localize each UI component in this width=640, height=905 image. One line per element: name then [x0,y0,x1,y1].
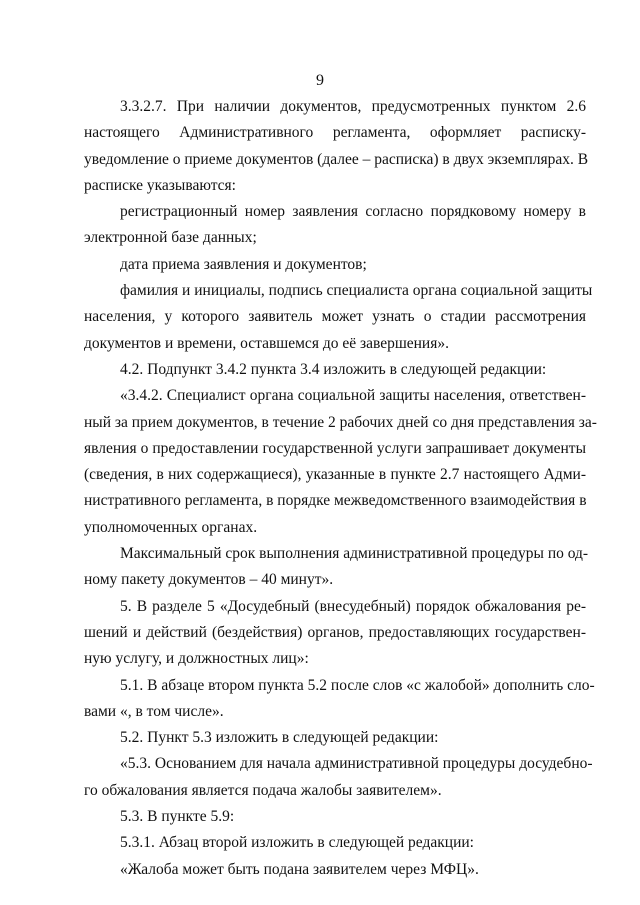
text-line: 3.3.2.7. При наличии документов, предусмотренных пунктом 2.6 [120,98,586,115]
text-line: регистрационный номер заявления согласно порядковому номеру в [120,203,586,221]
text-line: «5.3. Основанием для начала административной процедуры досудебно- [120,755,593,773]
text-line: 4.2. Подпункт 3.4.2 пункта 3.4 изложить в следующей редакции: [120,360,547,378]
text-line: го обжалования является подача жалобы заявителем». [84,781,442,799]
document-body [84,94,597,883]
text-line: населения, у которого заявитель может узнать о стадии рассмотрения [84,308,586,326]
text-line: уведомление о приеме документов (далее – расписка) в двух экземплярах. В [84,150,589,168]
text-line: дата приема заявления и документов; [120,255,367,273]
page-number: 9 [316,72,324,89]
text-line: настоящего Административного регламента, оформляет расписку- [84,124,586,142]
text-line: 5.3.1. Абзац второй изложить в следующей редакции: [120,834,474,852]
text-line: нистративного регламента, в порядке межведомственного взаимодействия в [84,492,587,510]
text-line: «Жалоба может быть подана заявителем через МФЦ». [120,860,479,878]
text-line: электронной базе данных; [84,229,257,247]
text-line: (сведения, в них содержащиеся), указанные в пункте 2.7 настоящего Адми- [84,466,586,484]
text-line: фамилия и инициалы, подпись специалиста органа социальной защиты [120,282,593,300]
text-line: уполномоченных органах. [84,518,258,536]
text-line: 5.1. В абзаце втором пункта 5.2 после слов «с жалобой» дополнить сло- [120,676,595,694]
text-line: 5.2. Пункт 5.3 изложить в следующей редакции: [120,729,439,747]
text-line: расписке указываются: [84,176,236,194]
text-line: Максимальный срок выполнения административной процедуры по од- [120,545,589,563]
text-line: шений и действий (бездействия) органов, предоставляющих государствен- [84,623,586,641]
text-line: документов и времени, оставшемся до её завершения». [84,334,449,352]
text-line: вами «, в том числе». [84,702,224,720]
text-line: «3.4.2. Специалист органа социальной защиты населения, ответствен- [120,387,586,405]
text-line: ный за прием документов, в течение 2 рабочих дней со дня представления за- [84,413,597,431]
text-line: ному пакету документов – 40 минут». [84,571,334,589]
text-line: 5. В разделе 5 «Досудебный (внесудебный) порядок обжалования ре- [120,597,586,615]
text-line: явления о предоставлении государственной услуги запрашивает документы [84,439,586,457]
text-line: 5.3. В пункте 5.9: [120,808,235,826]
text-line: ную услугу, и должностных лиц»: [84,650,309,668]
